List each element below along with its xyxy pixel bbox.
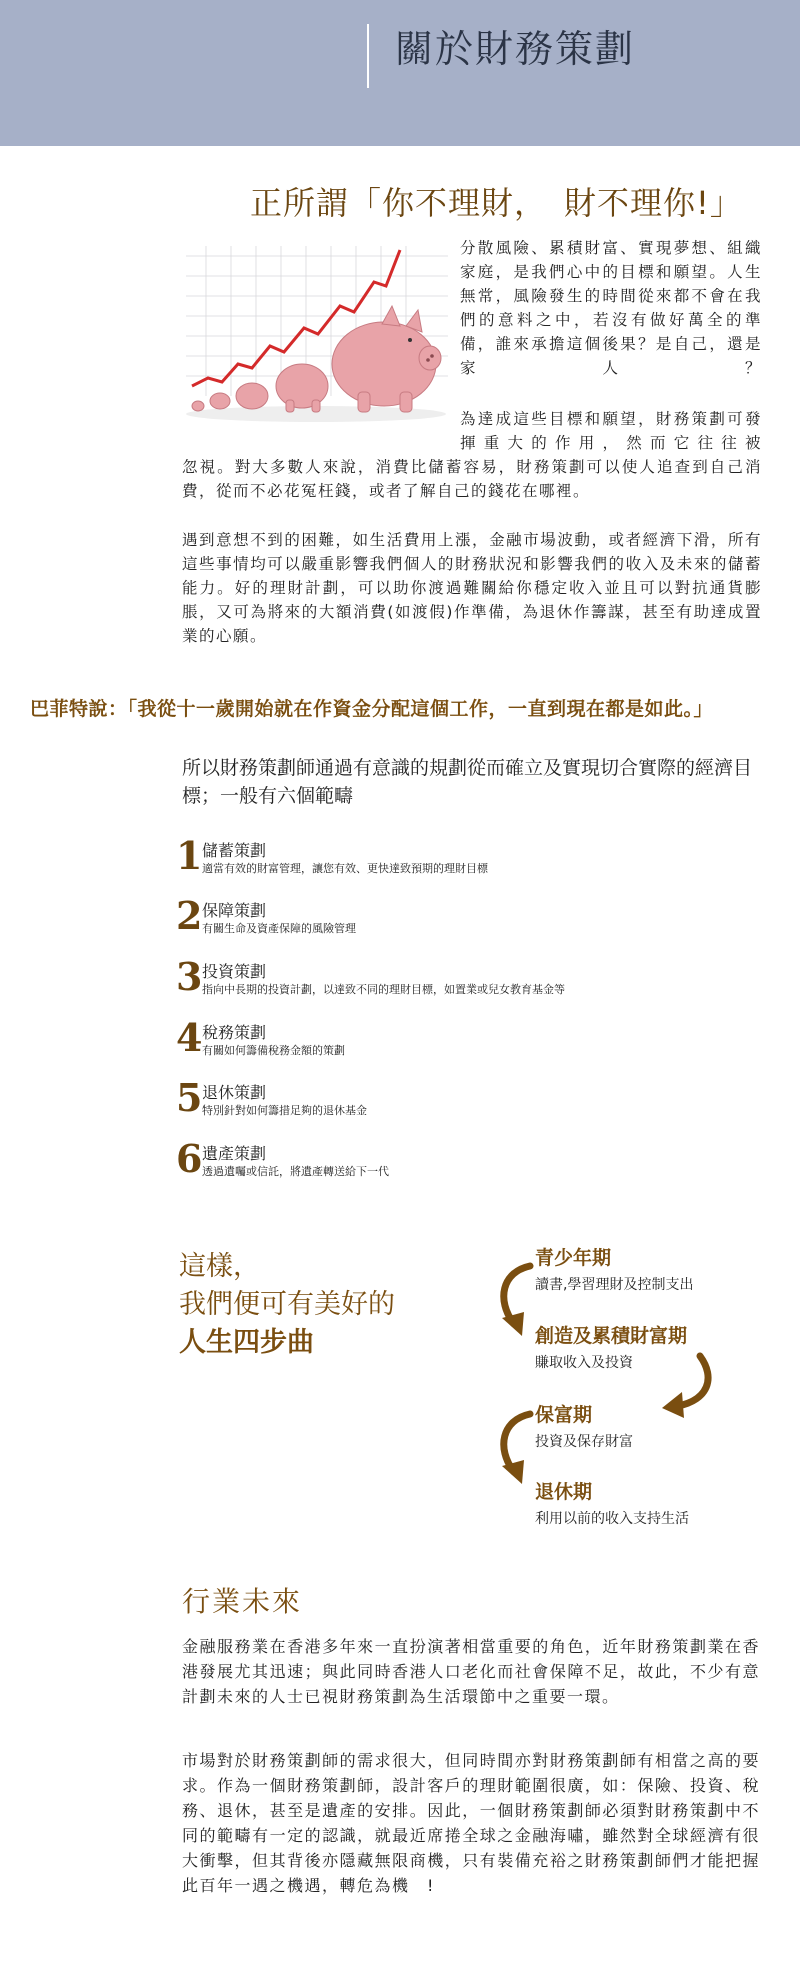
page-title: 關於財務策劃 [395,27,636,71]
category-desc: 特別針對如何籌措足夠的退休基金 [202,1104,367,1117]
intro-paragraph-1: 分散風險、累積財富、實現夢想、組織家庭，是我們心中的目標和願望。人生無常，風險發生的時間從來都不會在我們的意料之中，若沒有做好萬全的準備，誰來承擔這個後果？是自己，還是家人？ [460,239,762,377]
headline: 正所謂「你不理財， 財不理你!」 [250,184,743,222]
stage-title: 青少年期 [535,1247,612,1269]
category-title: 稅務策劃 [202,1023,267,1042]
category-estate [176,1136,736,1187]
stage-title: 保富期 [535,1404,593,1426]
category-title: 投資策劃 [202,962,267,981]
future-paragraph-2: 市場對於財務策劃師的需求很大，但同時間亦對財務策劃師有相當之高的要求。作為一個財務策劃師，設計客戶的理財範圍很廣，如：保險、投資、稅務、退休，甚至是遺產的安排。因此，一個財務策劃師必須對財務策劃中不同的範疇有一定的認識，就最近席捲全球之金融海嘯，雖然對全球經濟有很大衝擊，但其背後亦隱藏無限商機，只有裝備充裕之財務策劃師們才能把握此百年一遇之機遇，轉危為機 ! [182,1751,760,1895]
intro-paragraph-3: 忽視。對大多數人來說，消費比儲蓄容易，財務策劃可以使人追查到自己消費，從而不必花冤枉錢，或者了解自己的錢花在哪裡。 [182,458,762,500]
category-number: 6 [176,1136,203,1181]
category-tax [176,1015,736,1066]
category-title: 儲蓄策劃 [202,841,267,860]
category-protection [176,893,736,944]
category-savings [176,833,736,884]
category-desc: 適當有效的財富管理，讓您有效、更快達致預期的理財目標 [202,862,488,875]
life-steps-line-2: 我們便可有美好的 [179,1289,395,1320]
categories-intro: 所以財務策劃師通過有意識的規劃從而確立及實現切合實際的經濟目標；一般有六個範疇 [182,757,753,807]
category-title: 遺產策劃 [202,1144,267,1163]
life-steps-line-3: 人生四步曲 [179,1327,314,1358]
category-retirement [176,1075,736,1126]
category-investment [176,954,736,1005]
category-desc: 指向中長期的投資計劃，以達致不同的理財目標，如置業或兒女教育基金等 [202,983,565,996]
category-desc: 有關如何籌備稅務金額的策劃 [202,1044,345,1057]
intro-paragraph-4: 遇到意想不到的困難，如生活費用上漲，金融市場波動，或者經濟下滑，所有這些事情均可以嚴重影響我們個人的財務狀況和影響我們的收入及未來的儲蓄能力。好的理財計劃，可以助你渡過難關給你穩定收入並且可以對抗通貨膨脹，又可為將來的大額消費(如渡假)作準備，為退休作籌謀，甚至有助達成置業的心願。 [182,531,762,645]
future-section-title: 行業未來 [182,1585,303,1618]
future-paragraph-1: 金融服務業在香港多年來一直扮演著相當重要的角色，近年財務策劃業在香港發展尤其迅速；與此同時香港人口老化而社會保障不足，故此，不少有意計劃未來的人士已視財務策劃為生活環節中之重要一環。 [182,1637,760,1706]
category-number: 3 [176,954,203,999]
category-number: 1 [176,833,203,878]
stage-title: 退休期 [535,1481,593,1503]
page-header [0,0,800,146]
piggy-bank-growth-illustration [186,236,448,426]
category-number: 2 [176,893,203,938]
header-divider [367,24,369,88]
category-desc: 透過遺囑或信託，將遺產轉送給下一代 [202,1165,389,1178]
stage-desc: 讀書,學習理財及控制支出 [535,1277,694,1293]
curved-arrow-icon [658,1352,720,1422]
intro-paragraph-2: 為達成這些目標和願望，財務策劃可發揮重大的作用，然而它往往被 [460,410,762,452]
stage-desc: 投資及保存財富 [535,1434,633,1450]
category-title: 退休策劃 [202,1083,267,1102]
stage-desc: 賺取收入及投資 [535,1355,633,1371]
category-number: 5 [176,1075,203,1120]
category-desc: 有關生命及資產保障的風險管理 [202,922,356,935]
stage-desc: 利用以前的收入支持生活 [535,1511,689,1527]
life-steps-heading [179,1248,395,1362]
stage-title: 創造及累積財富期 [535,1325,688,1347]
buffett-quote: 巴菲特說：「我從十一歲開始就在作資金分配這個工作，一直到現在都是如此。」 [30,698,714,720]
category-number: 4 [176,1015,203,1060]
life-steps-line-1: 這樣， [179,1251,260,1282]
category-title: 保障策劃 [202,901,267,920]
